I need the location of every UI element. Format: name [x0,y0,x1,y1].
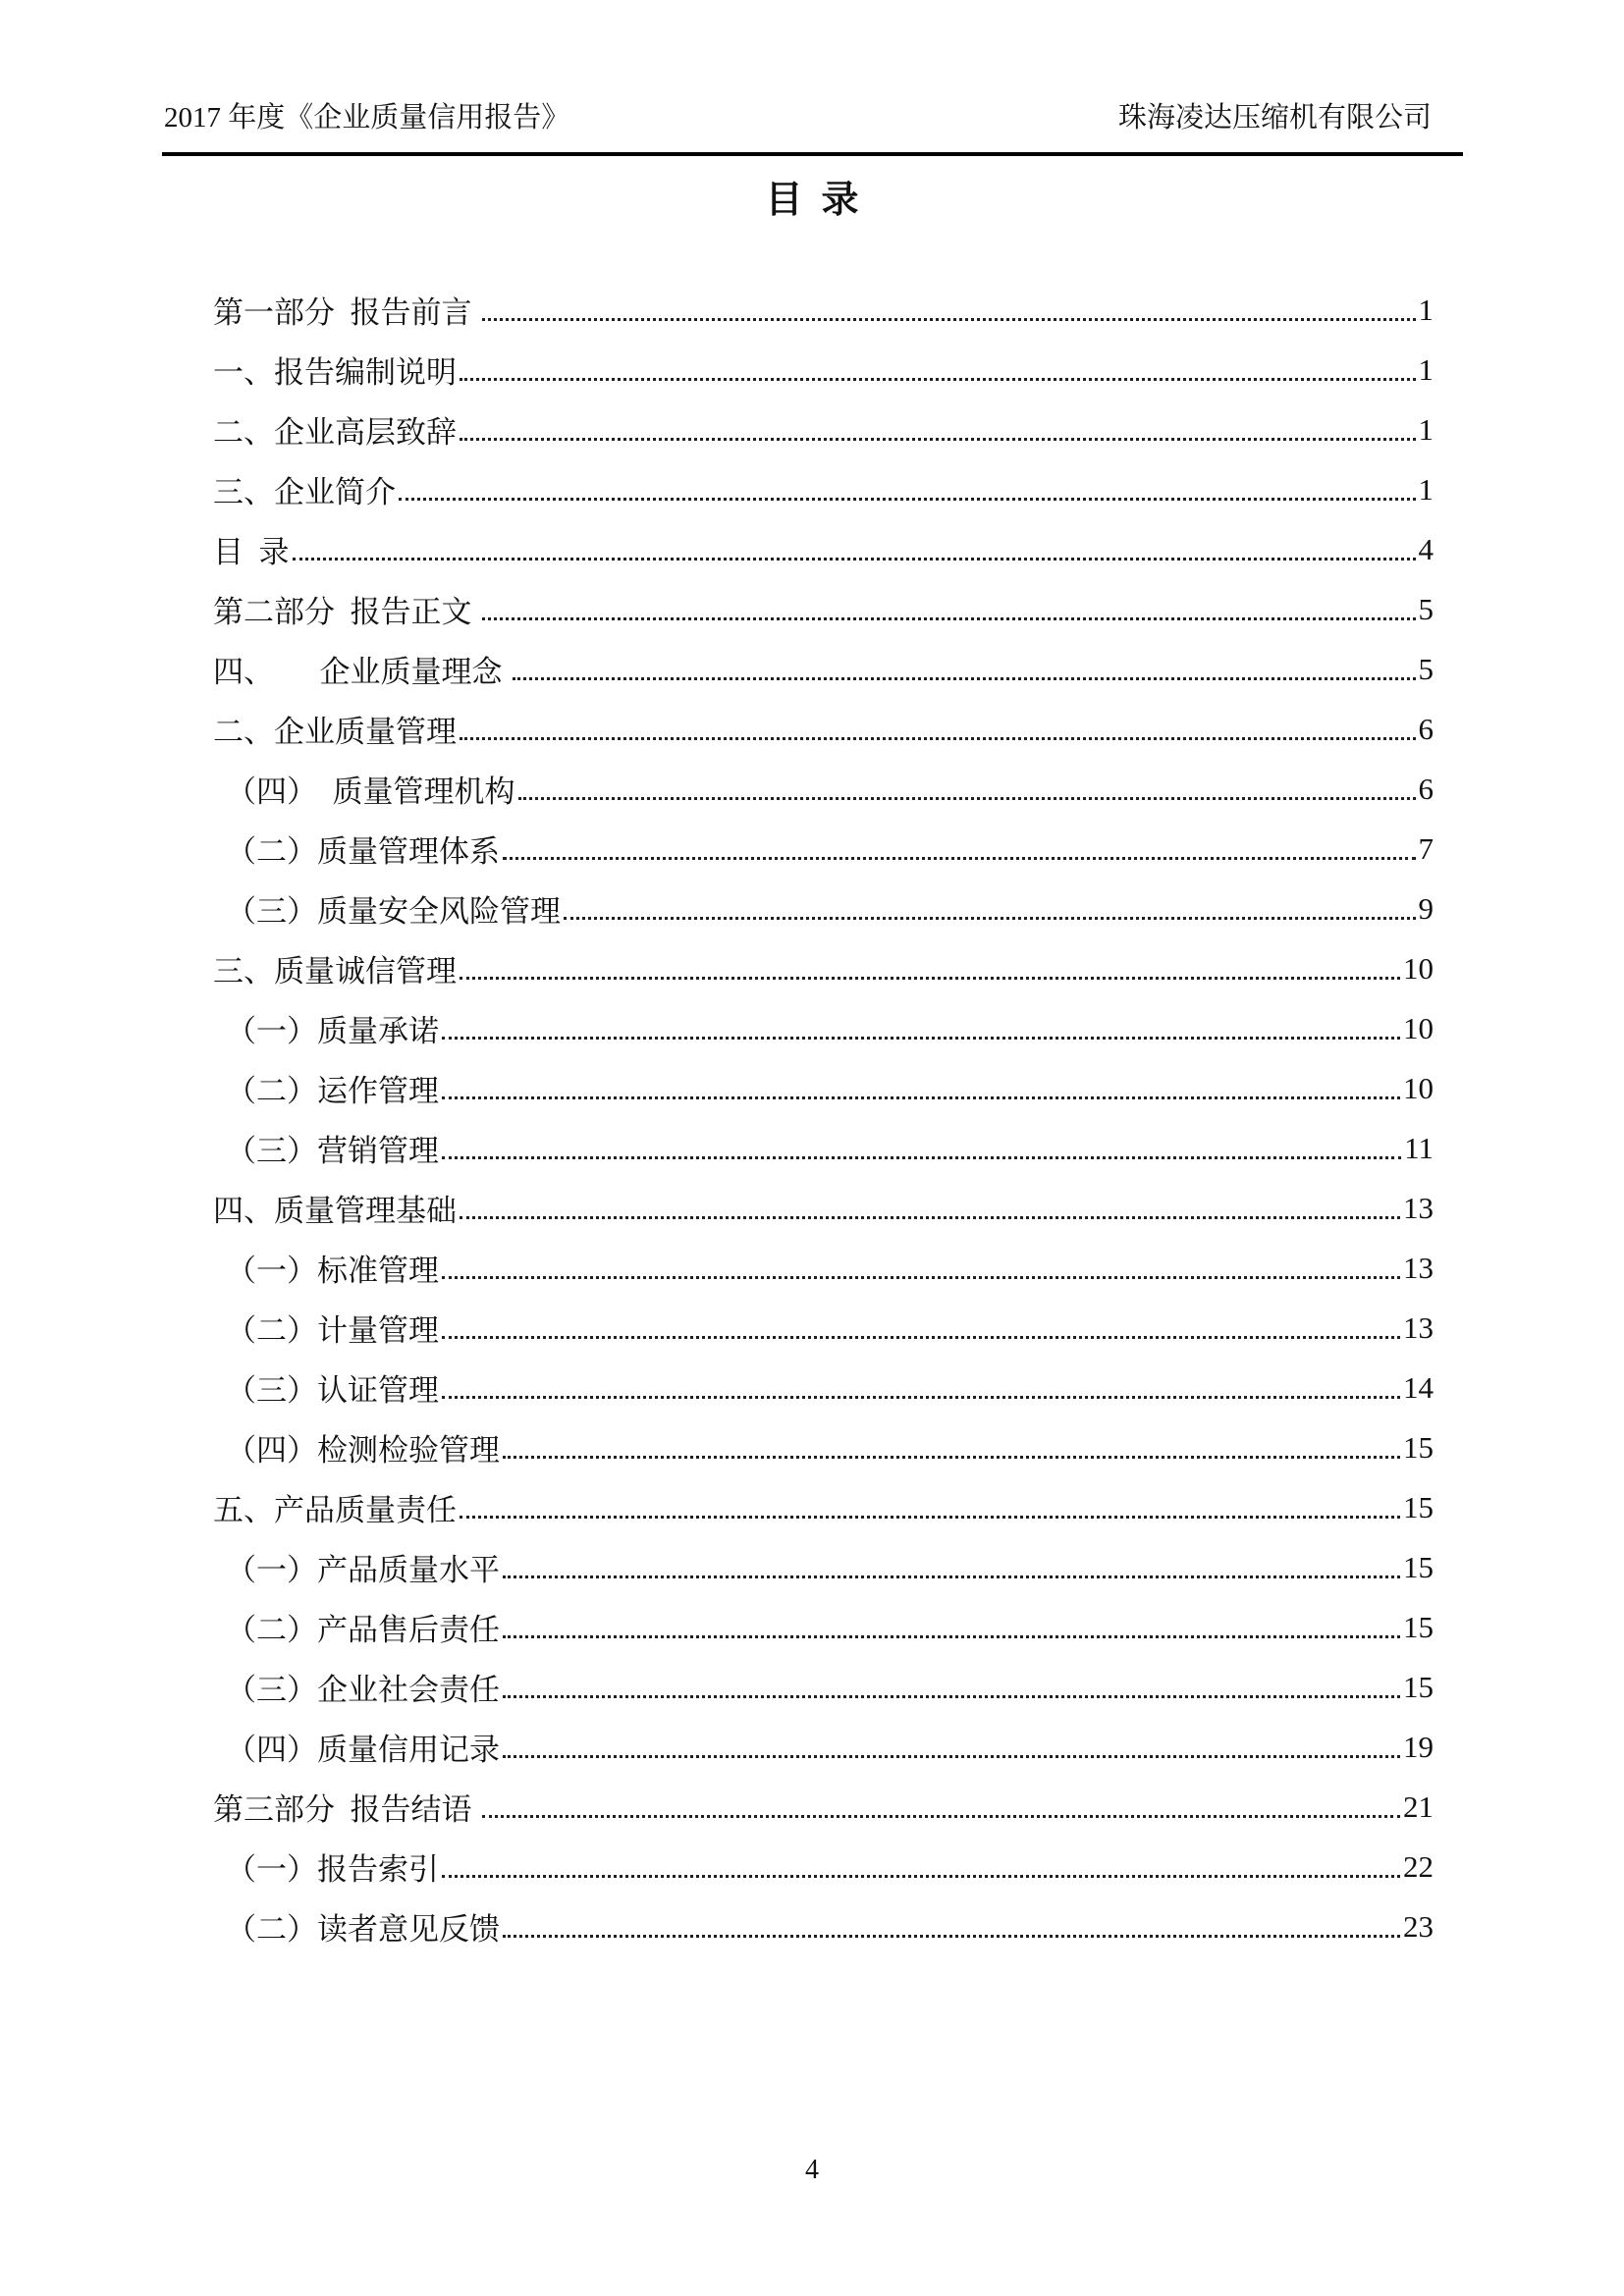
toc-entry-label: （二）产品售后责任 [226,1613,500,1647]
toc-dot-leader [503,1935,1400,1938]
toc-entry-page: 21 [1403,1789,1434,1824]
toc-dot-leader [503,1695,1400,1698]
toc-entry-page: 1 [1418,411,1434,447]
header-company-name: 珠海凌达压缩机有限公司 [1117,102,1432,133]
toc-entry-label: （一）标准管理 [226,1254,439,1288]
toc-entry-label: （四） 质量管理机构 [226,774,515,809]
toc-entry-label: （二）读者意见反馈 [226,1912,500,1947]
toc-entry-page: 1 [1418,292,1434,327]
toc-entry-label: （二）运作管理 [226,1074,439,1108]
toc-dot-leader [442,1875,1400,1878]
toc-entry-page: 14 [1403,1369,1434,1405]
toc-entry-page: 13 [1403,1190,1434,1225]
toc-entry-page: 15 [1403,1429,1434,1465]
toc-dot-leader [460,1516,1400,1519]
toc-dot-leader [503,1635,1400,1638]
toc-entry[interactable] [213,1238,1434,1298]
toc-entry[interactable] [213,579,1434,639]
toc-dot-leader [503,1575,1400,1578]
toc-entry-label: 一、报告编制说明 [213,355,457,390]
toc-entry[interactable] [213,819,1434,879]
toc-dot-leader [518,797,1416,800]
toc-entry-label: 二、企业高层致辞 [213,415,457,450]
toc-dot-leader [503,857,1416,860]
toc-dot-leader [482,617,1415,620]
toc-entry[interactable] [213,1597,1434,1657]
toc-dot-leader [442,1156,1401,1159]
toc-entry-label: （三）认证管理 [226,1373,439,1408]
toc-entry-page: 10 [1403,950,1434,986]
toc-entry-page: 4 [1418,531,1434,566]
toc-list [213,280,1434,1956]
toc-entry-label: （二）计量管理 [226,1313,439,1348]
toc-entry[interactable] [213,699,1434,759]
toc-dot-leader [513,677,1415,680]
toc-dot-leader [442,1037,1400,1040]
toc-entry-label: 五、产品质量责任 [213,1493,457,1527]
toc-entry-page: 6 [1418,711,1434,746]
toc-entry-label: 二、企业质量管理 [213,715,457,749]
toc-entry-label: 第二部分 报告正文 [213,595,480,629]
toc-entry-page: 23 [1403,1908,1434,1944]
toc-dot-leader [442,1336,1400,1339]
toc-entry-page: 10 [1403,1010,1434,1045]
toc-entry-label: （一）报告索引 [226,1852,439,1887]
toc-entry[interactable] [213,1837,1434,1896]
toc-entry[interactable] [213,280,1434,340]
toc-dot-leader [293,558,1416,561]
toc-entry[interactable] [213,938,1434,998]
toc-dot-leader [460,438,1416,441]
toc-dot-leader [460,977,1400,980]
toc-entry-label: （四）检测检验管理 [226,1433,500,1468]
toc-entry-page: 13 [1403,1309,1434,1345]
toc-dot-leader [482,318,1415,321]
toc-dot-leader [503,1755,1400,1758]
toc-entry-page: 15 [1403,1489,1434,1524]
toc-entry[interactable] [213,639,1434,699]
toc-entry-label: 三、企业简介 [213,475,396,509]
toc-entry-page: 1 [1418,351,1434,387]
toc-entry[interactable] [213,1298,1434,1358]
toc-entry-label: 四、 企业质量理念 [213,655,511,689]
toc-entry-label: （三）质量安全风险管理 [226,894,561,929]
page-header [164,98,1432,138]
toc-entry-page: 13 [1403,1250,1434,1285]
toc-entry[interactable] [213,1477,1434,1537]
toc-entry[interactable] [213,400,1434,459]
toc-entry[interactable] [213,1358,1434,1417]
toc-dot-leader [442,1096,1400,1099]
toc-entry-label: 四、质量管理基础 [213,1194,457,1228]
toc-entry-label: 第三部分 报告结语 [213,1792,480,1827]
toc-entry-label: 目 录 [213,535,290,569]
toc-entry-label: （三）营销管理 [226,1134,439,1168]
toc-entry[interactable] [213,459,1434,519]
toc-entry-label: （一）质量承诺 [226,1014,439,1048]
toc-entry-page: 15 [1403,1549,1434,1584]
toc-entry[interactable] [213,340,1434,400]
toc-entry[interactable] [213,1537,1434,1597]
footer-page-number: 4 [805,2155,819,2185]
toc-dot-leader [460,1216,1400,1219]
toc-entry[interactable] [213,1657,1434,1717]
toc-entry[interactable] [213,1777,1434,1837]
toc-dot-leader [442,1396,1400,1399]
toc-entry-page: 15 [1403,1669,1434,1704]
toc-entry-label: 三、质量诚信管理 [213,954,457,988]
toc-dot-leader [482,1815,1400,1818]
toc-dot-leader [442,1276,1400,1279]
toc-entry[interactable] [213,759,1434,819]
toc-entry-page: 6 [1418,771,1434,806]
toc-entry[interactable] [213,879,1434,938]
toc-entry-label: （二）质量管理体系 [226,834,500,869]
toc-entry[interactable] [213,998,1434,1058]
toc-entry-label: 第一部分 报告前言 [213,295,480,330]
toc-entry-page: 15 [1403,1609,1434,1644]
toc-entry-page: 1 [1418,471,1434,507]
toc-entry[interactable] [213,1717,1434,1777]
toc-entry-page: 5 [1418,651,1434,686]
toc-entry-label: （四）质量信用记录 [226,1733,500,1767]
header-report-title: 2017 年度《企业质量信用报告》 [164,102,570,133]
toc-entry-page: 11 [1404,1130,1434,1165]
toc-entry[interactable] [213,1058,1434,1118]
toc-entry[interactable] [213,1178,1434,1238]
toc-entry-label: （三）企业社会责任 [226,1673,500,1707]
toc-entry-page: 19 [1403,1729,1434,1764]
toc-entry-page: 10 [1403,1070,1434,1105]
toc-dot-leader [399,498,1416,501]
toc-dot-leader [503,1456,1400,1459]
toc-entry-page: 9 [1418,890,1434,926]
toc-entry[interactable] [213,1896,1434,1956]
toc-entry[interactable] [213,1417,1434,1477]
toc-dot-leader [460,378,1416,381]
toc-entry[interactable] [213,1118,1434,1178]
header-rule [162,152,1463,156]
toc-entry-page: 7 [1418,830,1434,866]
toc-entry-page: 22 [1403,1848,1434,1884]
toc-entry[interactable] [213,519,1434,579]
toc-title: 目 录 [765,180,859,221]
toc-dot-leader [564,917,1416,920]
page-footer [0,2155,1624,2186]
toc-entry-page: 5 [1418,591,1434,626]
toc-dot-leader [460,737,1416,740]
toc-entry-label: （一）产品质量水平 [226,1553,500,1587]
